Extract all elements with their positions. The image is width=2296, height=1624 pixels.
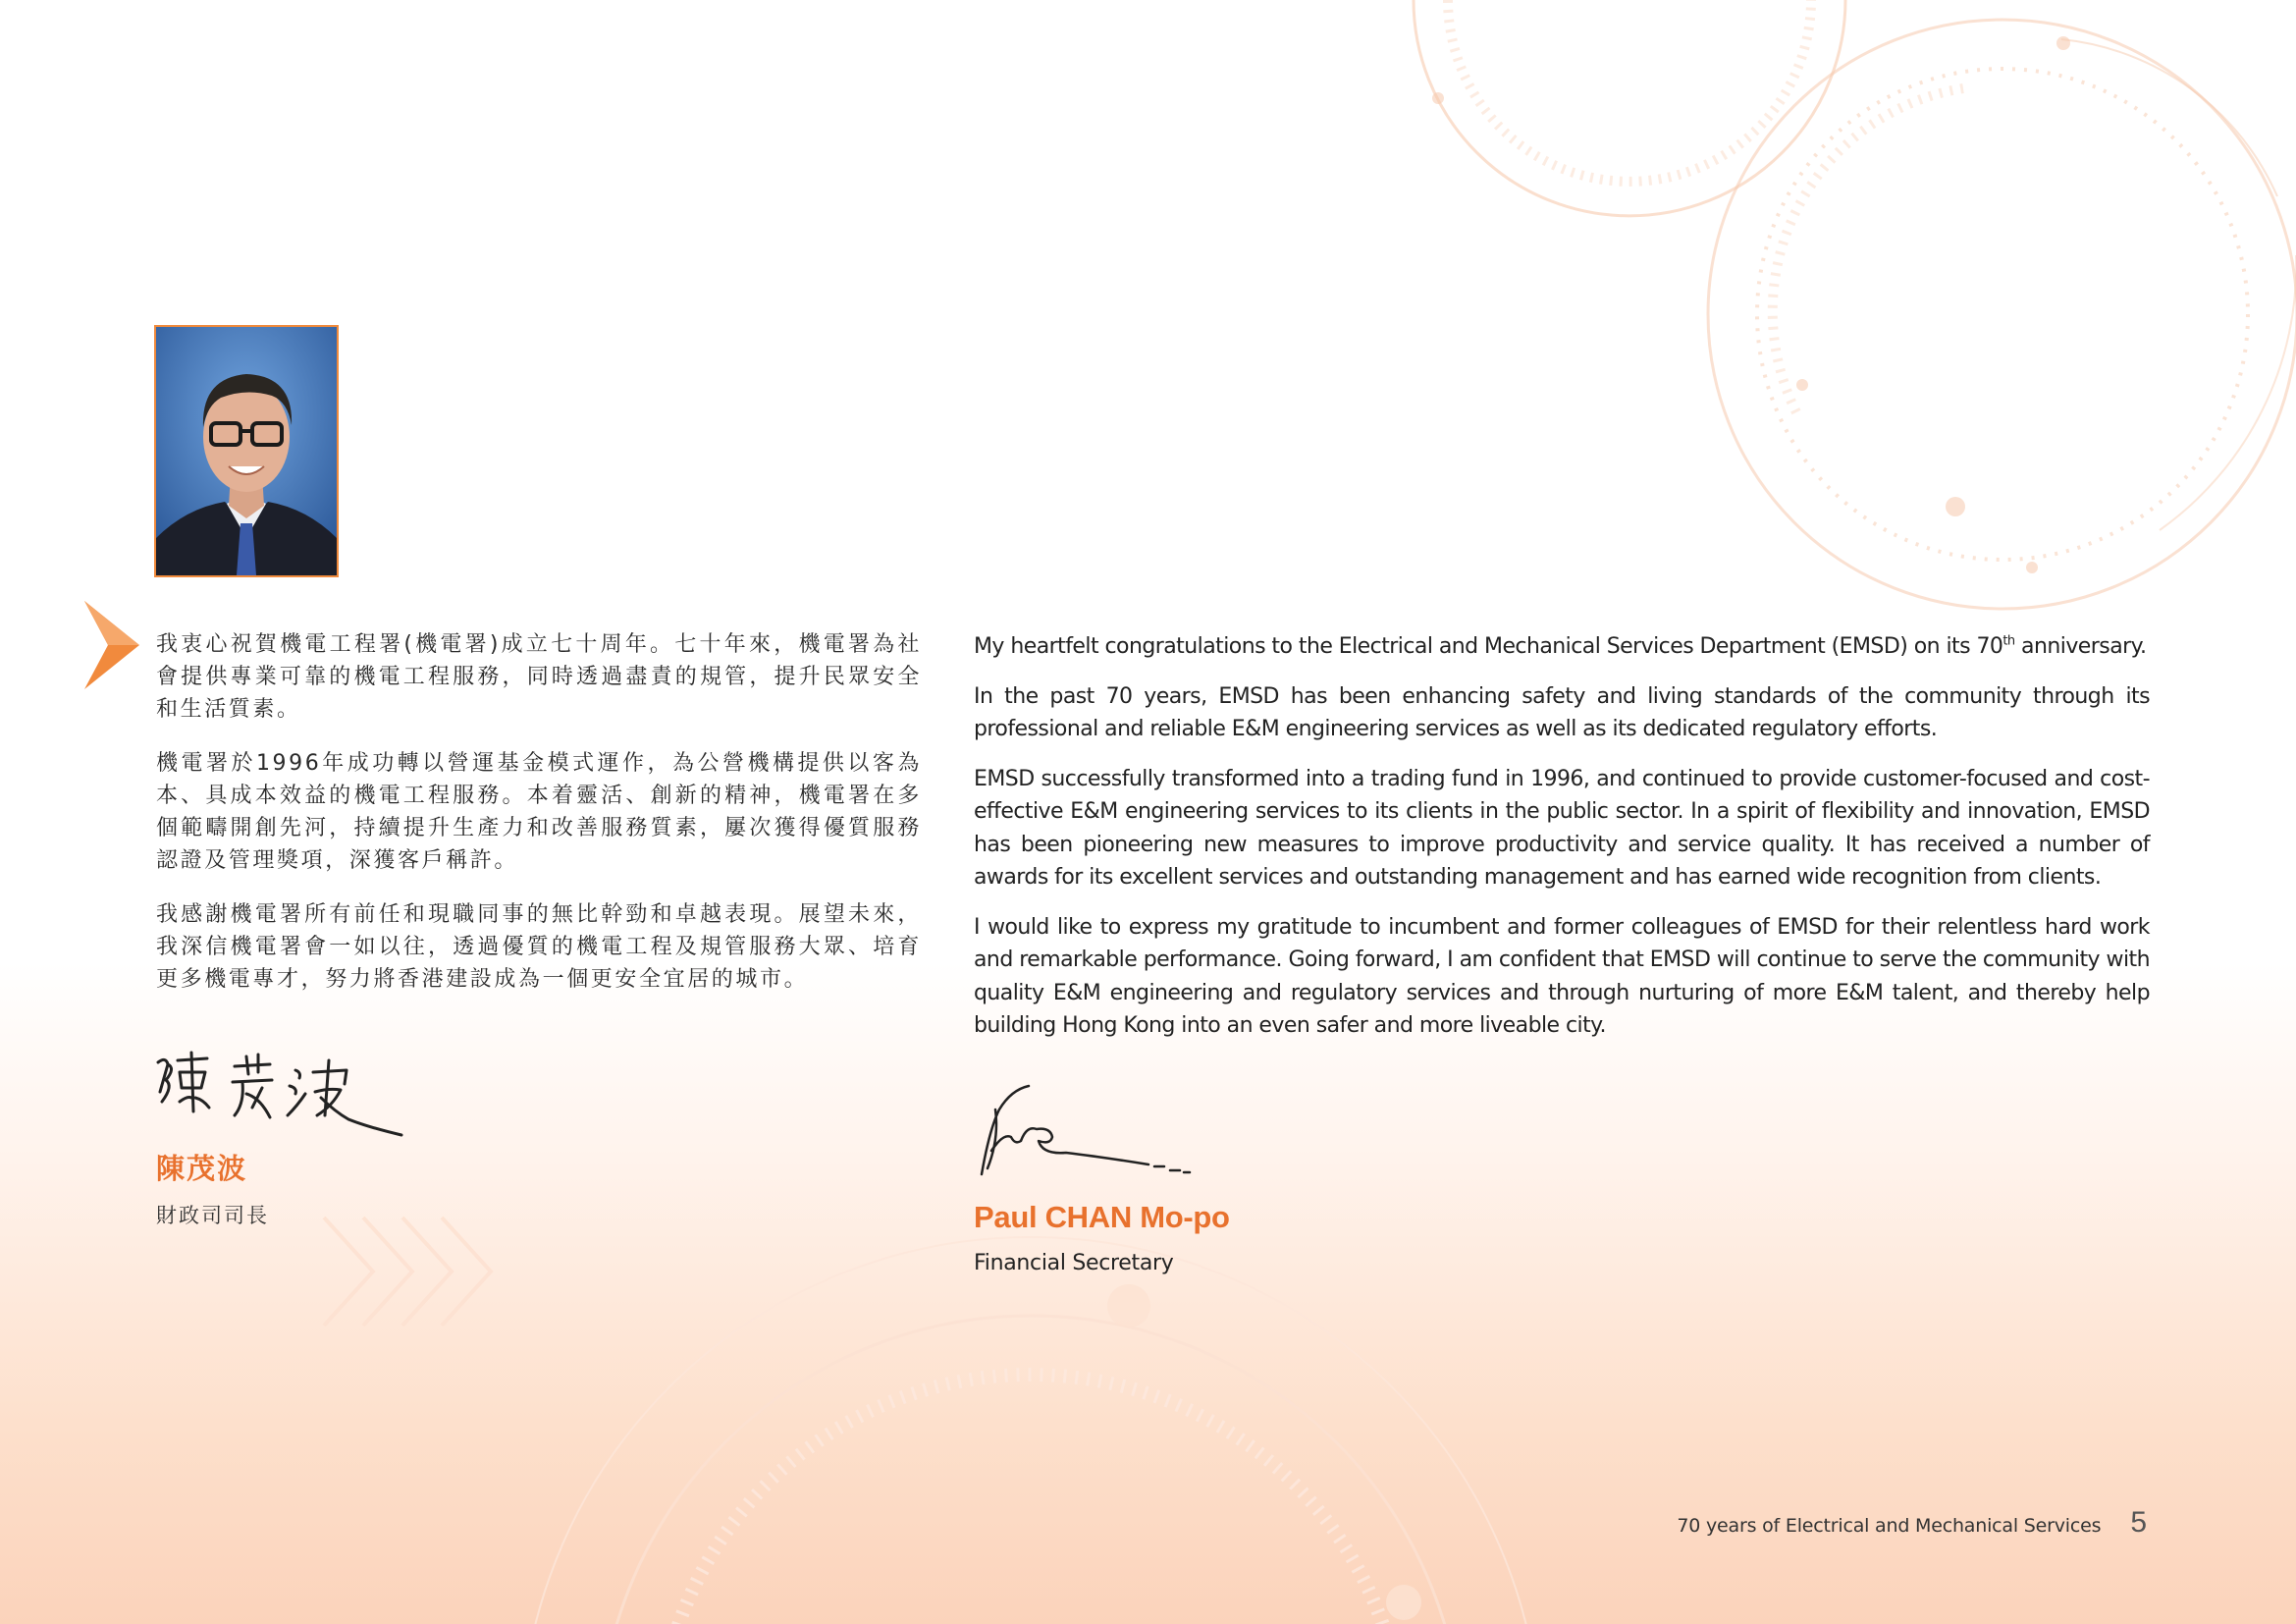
signatory-title-zh: 財政司司長 [156, 1204, 269, 1227]
page-footer [1677, 1506, 2147, 1540]
en-paragraph-2: In the past 70 years, EMSD has been enhancing safety and living standards of the community through its professional and reliable E&M engineering services as well as its dedicated regulatory efforts. [974, 683, 2150, 741]
footer-publication-title: 70 years of Electrical and Mechanical Services [1677, 1515, 2102, 1537]
chinese-message [156, 628, 922, 1017]
chevron-arrow-icon [84, 601, 139, 689]
signatory-title-en: Financial Secretary [974, 1251, 1174, 1275]
zh-paragraph-1: 我衷心祝賀機電工程署(機電署)成立七十周年。七十年來，機電署為社會提供專業可靠的機電工程服務，同時透過盡責的規管，提升民眾安全和生活質素。 [156, 632, 922, 722]
zh-paragraph-3: 我感謝機電署所有前任和現職同事的無比幹勁和卓越表現。展望未來，我深信機電署會一如以往，透過優質的機電工程及規管服務大眾、培育更多機電專才，努力將香港建設成為一個更安全宜居的城市。 [156, 902, 922, 992]
english-message [974, 630, 2150, 1059]
en-paragraph-4: I would like to express my gratitude to incumbent and former colleagues of EMSD for their relentless hard work and remarkable performance. Going forward, I am confident that EMSD will continue to serve the community with quality E&M engineering and regulatory services and through nurturing of more E&M talent, and thereby help building Hong Kong into an even safer and more liveable city. [974, 914, 2150, 1038]
en-paragraph-1-end: anniversary. [2014, 634, 2147, 659]
signatory-name-zh: 陳茂波 [156, 1152, 248, 1185]
ordinal-suffix: th [2002, 633, 2015, 649]
portrait-photo [154, 325, 339, 577]
page-number: 5 [2130, 1506, 2147, 1539]
en-paragraph-1 [974, 630, 2150, 664]
en-paragraph-3: EMSD successfully transformed into a trading fund in 1996, and continued to provide customer-focused and cost-effective E&M engineering services to its clients in the public sector. In a spirit of flexibility and innovation, EMSD has been pioneering new measures to improve productivity and service quality. It has received a number of awards for its excellent services and outstanding management and has earned wide recognition from clients. [974, 766, 2150, 890]
en-paragraph-1-text: My heartfelt congratulations to the Electrical and Mechanical Services Department (EMSD) on its 70 [974, 634, 2003, 659]
english-signature [972, 1080, 1207, 1184]
chinese-signature [152, 1043, 407, 1137]
signatory-name-en: Paul CHAN Mo-po [974, 1200, 1230, 1234]
zh-paragraph-2: 機電署於1996年成功轉以營運基金模式運作，為公營機構提供以客為本、具成本效益的機電工程服務。本着靈活、創新的精神，機電署在多個範疇開創先河，持續提升生產力和改善服務質素，屢次獲得優質服務認證及管理獎項，深獲客戶稱許。 [156, 751, 922, 873]
